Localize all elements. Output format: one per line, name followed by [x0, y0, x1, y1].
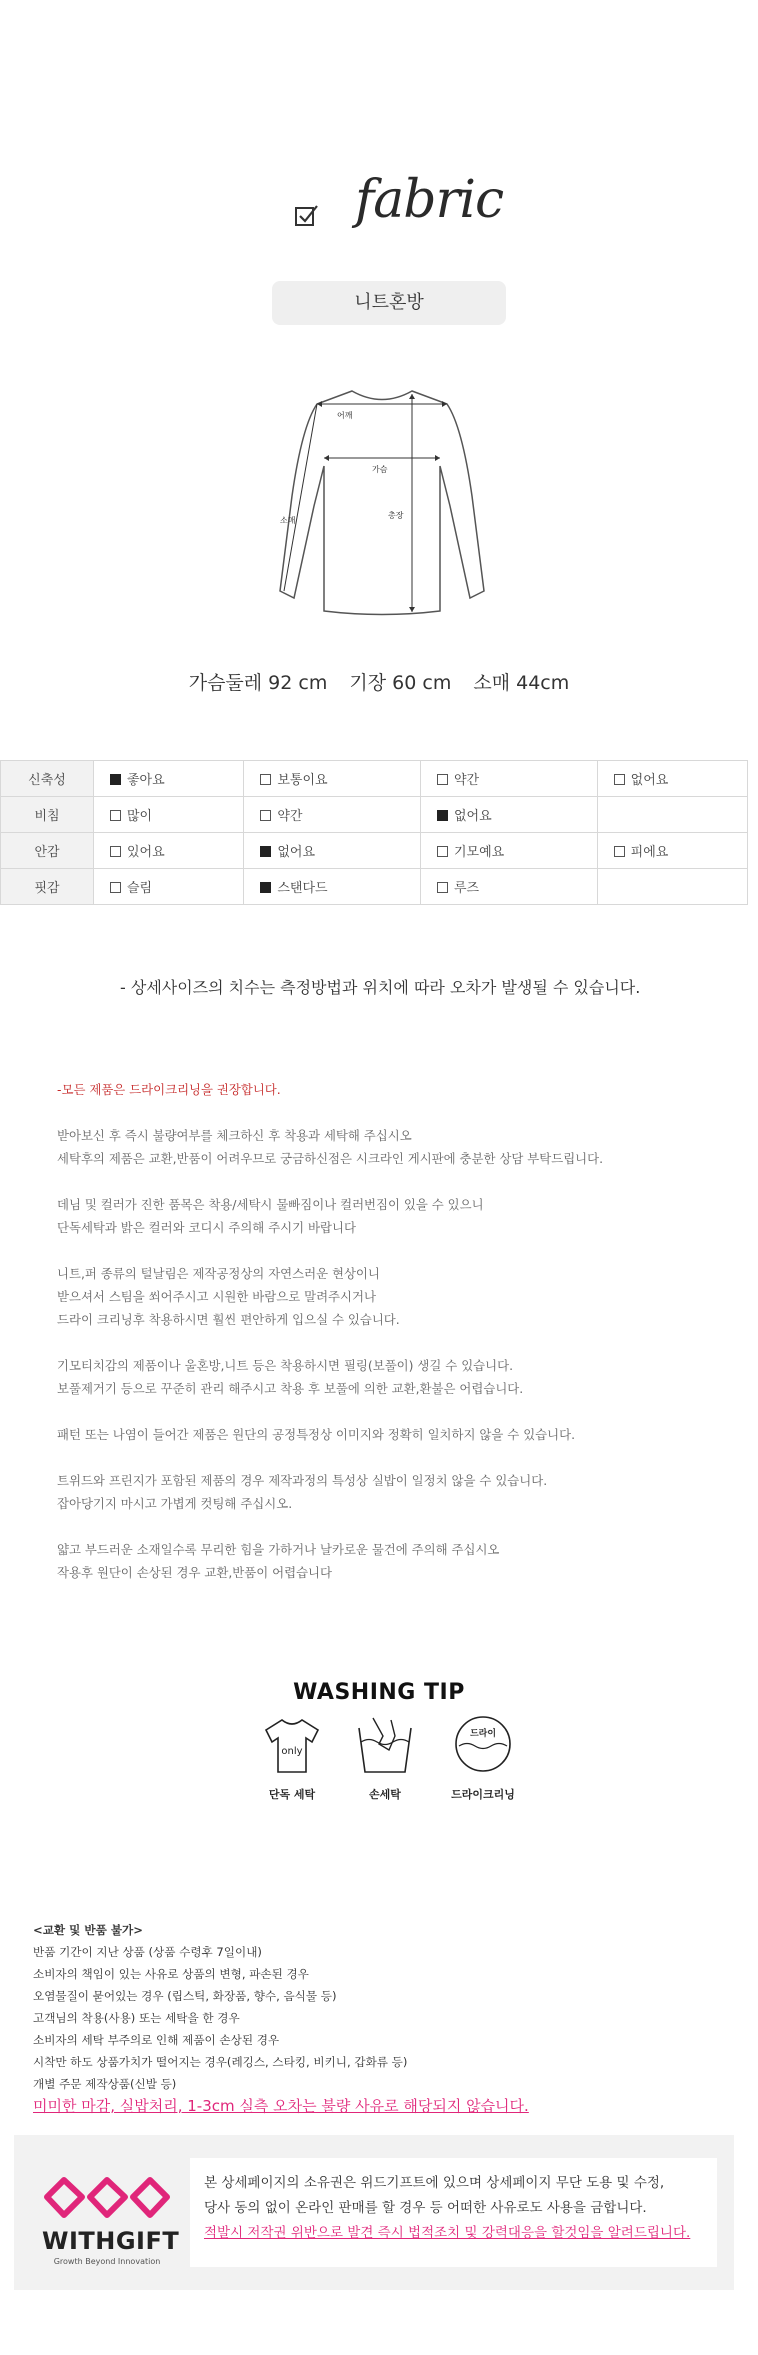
spec-option-label: 없어요: [453, 809, 492, 824]
spec-option: [244, 761, 421, 797]
unchecked-box-icon: [110, 810, 121, 821]
chest-label: 가슴: [372, 465, 388, 474]
checked-box-icon: [110, 774, 121, 785]
svg-text:only: only: [281, 1746, 303, 1757]
care-paragraph: [57, 1423, 717, 1446]
dry-clean-icon: [451, 1714, 515, 1778]
care-line: 보풀제거기 등으로 꾸준히 관리 해주시고 착용 후 보풀에 의한 교환,환불은 어렵습니다.: [57, 1381, 524, 1396]
spec-option-label: 슬림: [127, 881, 153, 896]
care-line: 세탁후의 제품은 교환,반품이 어려우므로 궁금하신점은 시크라인 게시판에 충분한 상담 부탁드립니다.: [57, 1151, 604, 1166]
copyright-box: [190, 2158, 717, 2267]
spec-option-label: 좋아요: [127, 773, 165, 788]
tshirt-only-icon: [260, 1714, 324, 1778]
material-badge: 니트혼방: [272, 281, 506, 325]
sleeve-measure: 소매 44cm: [473, 672, 570, 694]
spec-option: [597, 869, 747, 905]
unchecked-box-icon: [110, 846, 121, 857]
care-paragraph: [57, 1193, 717, 1239]
sleeve-label: 소매: [280, 516, 296, 525]
return-policy-title: <교환 및 반품 불가>: [33, 1923, 143, 1937]
return-warning: 미미한 마감, 실밥처리, 1-3cm 실측 오차는 불량 사유로 해당되지 않습니다.: [33, 2097, 529, 2115]
spec-row-label: 핏감: [1, 869, 94, 905]
footer: [14, 2135, 734, 2290]
unchecked-box-icon: [614, 846, 625, 857]
care-paragraph: [57, 1124, 717, 1170]
care-line: 단독세탁과 밝은 컬러와 코디시 주의해 주시기 바랍니다: [57, 1220, 356, 1235]
spec-row: [1, 833, 748, 869]
garment-sketch: [272, 386, 492, 621]
spec-option-label: 있어요: [127, 845, 165, 860]
spec-row-label: 신축성: [1, 761, 94, 797]
wash-item-dry: [438, 1714, 528, 1802]
measurements: [0, 668, 758, 695]
spec-option: [94, 797, 244, 833]
spec-option-label: 루즈: [453, 881, 480, 896]
return-item: 반품 기간이 지난 상품 (상품 수령후 7일이내): [33, 1945, 262, 1959]
spec-option: [597, 833, 747, 869]
chest-measure: 가슴둘레 92 cm: [188, 672, 328, 694]
spec-option: [244, 797, 421, 833]
spec-option-label: 약간: [453, 773, 480, 788]
wash-item-hand: [340, 1714, 430, 1802]
spec-option-label: 피에요: [630, 845, 669, 860]
withgift-logo-icon: [42, 2175, 172, 2225]
copyright-line: 당사 동의 없이 온라인 판매를 할 경우 등 어떠한 사유로도 사용을 금합니다.: [204, 2200, 647, 2216]
care-paragraph: [57, 1262, 717, 1331]
shoulder-label: 어깨: [337, 411, 353, 420]
size-note: - 상세사이즈의 치수는 측정방법과 위치에 따라 오차가 발생될 수 있습니다.: [120, 978, 641, 997]
wash-label: 드라이크리닝: [451, 1788, 515, 1801]
spec-option: [244, 833, 421, 869]
spec-option-label: 없어요: [277, 845, 316, 860]
brand-name: WITHGIFT: [42, 2227, 180, 2255]
brand-tagline: Growth Beyond Innovation: [53, 2257, 161, 2266]
copyright-text: [204, 2171, 690, 2246]
unchecked-box-icon: [614, 774, 625, 785]
care-notes: [57, 1078, 717, 1607]
care-headline: -모든 제품은 드라이크리닝을 권장합니다.: [57, 1082, 281, 1097]
spec-row-label: 안감: [1, 833, 94, 869]
spec-option: [597, 761, 747, 797]
fabric-title: fabric: [355, 170, 504, 230]
spec-option-label: 스탠다드: [277, 881, 328, 896]
spec-option: [420, 833, 597, 869]
return-item: 소비자의 책임이 있는 사유로 상품의 변형, 파손된 경우: [33, 1967, 309, 1981]
care-line: 받으셔서 스팀을 쐬어주시고 시원한 바람으로 말려주시거나: [57, 1289, 376, 1304]
return-item: 오염물질이 묻어있는 경우 (립스틱, 화장품, 향수, 음식물 등): [33, 1989, 337, 2003]
hand-wash-icon: [353, 1714, 417, 1778]
checkbox-icon: [294, 202, 320, 228]
wash-label: 단독 세탁: [268, 1788, 316, 1801]
spec-option-label: 기모예요: [453, 845, 505, 860]
spec-option: [94, 761, 244, 797]
washing-tip-title: WASHING TIP: [293, 1680, 465, 1705]
wash-item-solo: [247, 1714, 337, 1802]
spec-option: [94, 869, 244, 905]
length-label: 총장: [388, 511, 404, 520]
care-line: 작용후 원단이 손상된 경우 교환,반품이 어렵습니다: [57, 1565, 332, 1580]
return-item: 고객님의 착용(사용) 또는 세탁을 한 경우: [33, 2011, 240, 2025]
copyright-warning: 적발시 저작권 위반으로 발견 즉시 법적조치 및 강력대응을 할것임을 알려드립니다.: [204, 2225, 691, 2241]
care-paragraph: [57, 1538, 717, 1584]
care-line: 기모티치감의 제품이나 울혼방,니트 등은 착용하시면 필링(보풀이) 생길 수 있습니다.: [57, 1358, 514, 1373]
checked-box-icon: [437, 810, 448, 821]
unchecked-box-icon: [260, 774, 271, 785]
spec-option: [597, 797, 747, 833]
fabric-spec-table: [0, 760, 748, 905]
svg-text:드라이: 드라이: [469, 1729, 497, 1739]
spec-option: [94, 833, 244, 869]
care-line: 니트,퍼 종류의 털날림은 제작공정상의 자연스러운 현상이니: [57, 1266, 380, 1281]
wash-label: 손세탁: [369, 1788, 401, 1801]
spec-option: [420, 761, 597, 797]
unchecked-box-icon: [110, 882, 121, 893]
checked-box-icon: [260, 882, 271, 893]
spec-option-label: 약간: [277, 809, 303, 824]
care-line: 받아보신 후 즉시 불량여부를 체크하신 후 착용과 세탁해 주십시오: [57, 1128, 412, 1143]
care-paragraph: [57, 1469, 717, 1515]
return-policy: [33, 1919, 407, 2095]
care-line: 패턴 또는 나염이 들어간 제품은 원단의 공정특정상 이미지와 정확히 일치하지 않을 수 있습니다.: [57, 1427, 576, 1442]
care-line: 트위드와 프린지가 포함된 제품의 경우 제작과정의 특성상 실밥이 일정치 않을 수 있습니다.: [57, 1473, 548, 1488]
spec-row: [1, 761, 748, 797]
care-line: 잡아당기지 마시고 가볍게 컷팅해 주십시오.: [57, 1496, 293, 1511]
return-item: 시착만 하도 상품가치가 떨어지는 경우(레깅스, 스타킹, 비키니, 갑화류 등): [33, 2055, 408, 2069]
unchecked-box-icon: [437, 882, 448, 893]
spec-option-label: 많이: [127, 809, 153, 824]
spec-option-label: 보통이요: [277, 773, 328, 788]
length-measure: 기장 60 cm: [349, 672, 452, 694]
care-line: 얇고 부드러운 소재일수록 무리한 힘을 가하거나 날카로운 물건에 주의해 주십시오: [57, 1542, 500, 1557]
spec-row: [1, 797, 748, 833]
care-line: 드라이 크리닝후 착용하시면 훨씬 편안하게 입으실 수 있습니다.: [57, 1312, 400, 1327]
unchecked-box-icon: [437, 846, 448, 857]
copyright-line: 본 상세페이지의 소유권은 위드기프트에 있으며 상세페이지 무단 도용 및 수정,: [204, 2175, 665, 2191]
care-line: 데님 및 컬러가 진한 품목은 착용/세탁시 물빠짐이나 컬러번짐이 있을 수 있으니: [57, 1197, 484, 1212]
spec-option: [420, 869, 597, 905]
spec-row: [1, 869, 748, 905]
spec-option: [244, 869, 421, 905]
spec-option: [420, 797, 597, 833]
spec-row-label: 비침: [1, 797, 94, 833]
return-item: 소비자의 세탁 부주의로 인해 제품이 손상된 경우: [33, 2033, 280, 2047]
spec-option-label: 없어요: [630, 773, 669, 788]
return-item: 개별 주문 제작상품(신발 등): [33, 2077, 177, 2091]
checked-box-icon: [260, 846, 271, 857]
care-paragraph: [57, 1354, 717, 1400]
unchecked-box-icon: [437, 774, 448, 785]
unchecked-box-icon: [260, 810, 271, 821]
